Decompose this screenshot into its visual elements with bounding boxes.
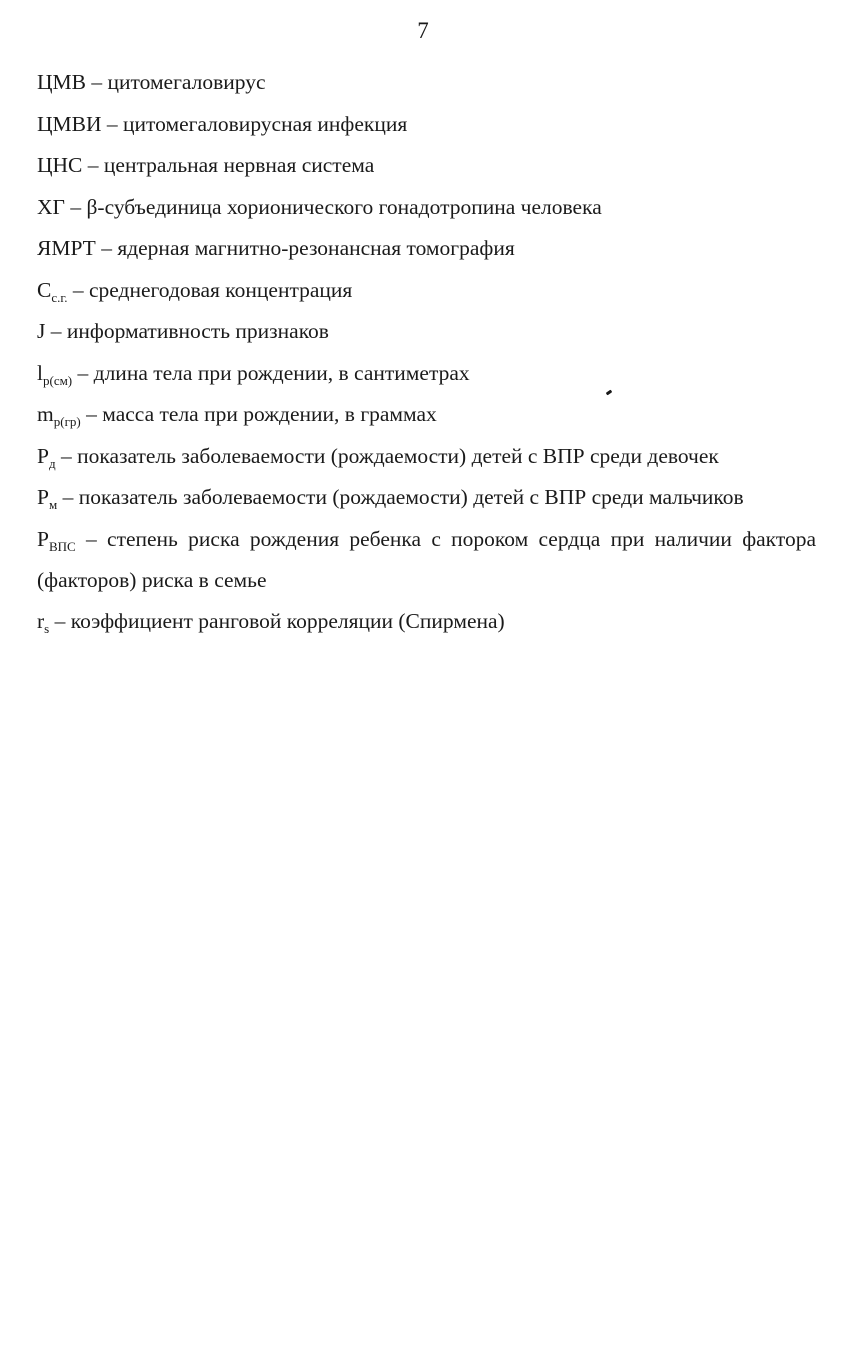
abbreviation-list [37, 62, 816, 642]
abbreviation-term: ЦМВИ [37, 111, 102, 136]
abbreviation-subscript: с.г. [51, 289, 68, 305]
abbreviation-entry [37, 436, 816, 478]
abbreviation-entry [37, 601, 816, 643]
abbreviation-entry [37, 394, 816, 436]
abbreviation-entry [37, 104, 816, 146]
page-number: 7 [417, 18, 429, 43]
abbreviation-term: С [37, 277, 52, 302]
abbreviation-subscript: м [48, 497, 58, 512]
abbreviation-definition: – степень риска рождения ребенка с пороком сердца при наличии фактора (факторов) риска в семье [37, 526, 816, 592]
abbreviation-entry [37, 228, 816, 270]
abbreviation-subscript: р(гр) [53, 414, 81, 429]
abbreviation-term: ХГ [37, 194, 65, 219]
abbreviation-subscript: s [44, 620, 50, 636]
abbreviation-term: Р [37, 485, 49, 509]
abbreviation-definition: – показатель заболеваемости (рождаемости) детей с ВПР среди девочек [55, 443, 719, 468]
abbreviation-definition: – β-субъединица хорионического гонадотропина человека [64, 194, 602, 219]
abbreviation-term: r [37, 608, 45, 633]
abbreviation-definition: – показатель заболеваемости (рождаемости) детей с ВПР среди мальчиков [57, 485, 744, 509]
abbreviation-entry [37, 145, 816, 187]
abbreviation-definition: – коэффициент ранговой корреляции (Спирмена) [49, 608, 505, 633]
abbreviation-term: l [37, 360, 43, 385]
abbreviation-definition: – ядерная магнитно-резонансная томография [95, 236, 515, 260]
abbreviation-definition: – среднегодовая концентрация [67, 277, 353, 302]
abbreviation-definition: – информативность признаков [45, 319, 329, 343]
abbreviation-subscript: ВПС [48, 538, 76, 554]
abbreviation-definition: – цитомегаловирусная инфекция [101, 111, 408, 136]
abbreviation-definition: – центральная нервная система [82, 153, 375, 177]
abbreviation-definition: – цитомегаловирус [85, 70, 266, 94]
abbreviation-entry [37, 270, 816, 312]
abbreviation-entry [37, 519, 816, 601]
abbreviation-subscript: р(см) [42, 372, 73, 388]
abbreviation-term: Р [37, 526, 49, 551]
abbreviation-term: m [37, 402, 54, 426]
abbreviation-definition: – масса тела при рождении, в граммах [80, 402, 437, 426]
abbreviation-definition: – длина тела при рождении, в сантиметрах [72, 360, 470, 385]
abbreviation-entry [37, 311, 816, 353]
abbreviation-term: J [37, 319, 46, 343]
abbreviation-subscript: д [48, 455, 56, 471]
abbreviation-term: ЦМВ [37, 70, 86, 94]
abbreviation-entry [37, 187, 816, 229]
abbreviation-term: ЦНС [37, 153, 83, 177]
abbreviation-term: Р [37, 443, 49, 468]
abbreviation-term: ЯМРТ [37, 236, 96, 260]
abbreviation-entry [37, 62, 816, 104]
abbreviation-entry [37, 353, 816, 395]
abbreviation-entry [37, 477, 816, 519]
